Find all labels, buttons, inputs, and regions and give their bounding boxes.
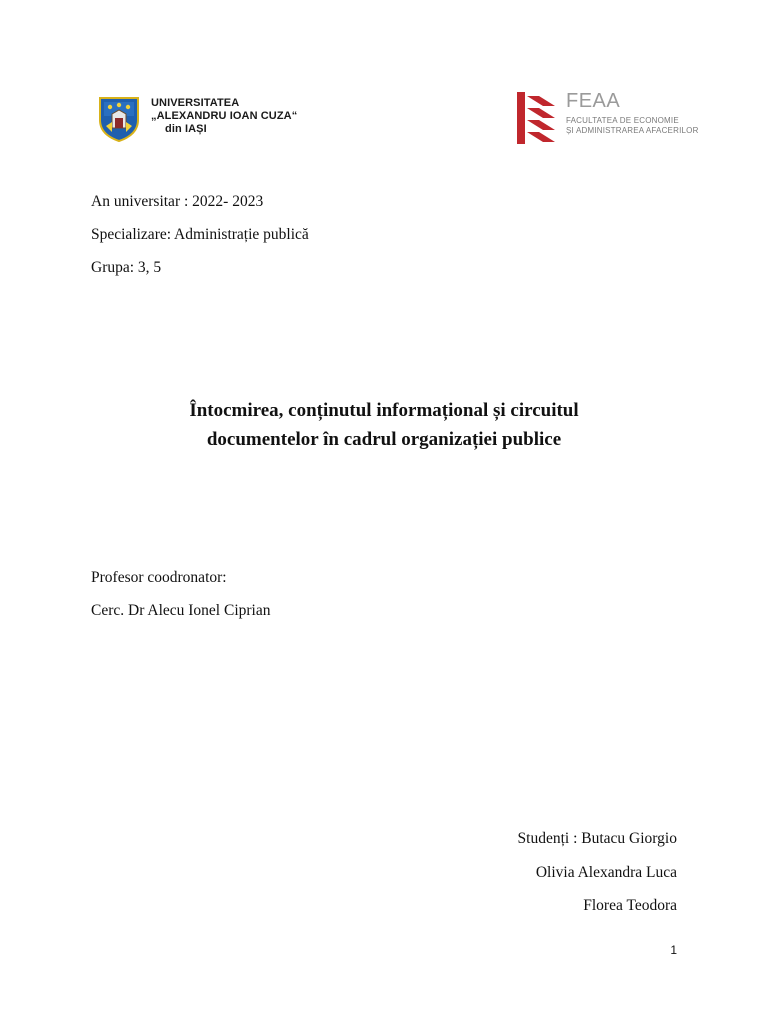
document-title-line1: Întocmirea, conținutul informațional și circuitul [189, 400, 579, 421]
coordinator-name: Cerc. Dr Alecu Ionel Ciprian [91, 602, 271, 619]
university-name-line2: „ALEXANDRU IOAN CUZA“ [151, 110, 298, 122]
students-line: Studenți : Butacu Giorgio [517, 830, 677, 847]
coordinator-label: Profesor coodronator: [91, 569, 227, 586]
page-number: 1 [670, 943, 677, 957]
university-name-line3: din IAȘI [165, 123, 207, 135]
document-title [84, 396, 684, 454]
document-title-line2: documentelor în cadrul organizației publice [206, 429, 562, 450]
university-name [151, 97, 297, 136]
student-name: Florea Teodora [583, 897, 677, 914]
faculty-acronym: FEAA [566, 90, 621, 112]
faculty-logo [517, 90, 699, 146]
group: Grupa: 3, 5 [91, 259, 162, 276]
uaic-crest-icon [98, 96, 140, 142]
university-logo [98, 96, 298, 144]
specialization: Specializare: Administrație publică [91, 226, 309, 243]
faculty-name-line1: FACULTATEA DE ECONOMIE [566, 116, 679, 125]
university-name-line1: UNIVERSITATEA [151, 97, 240, 109]
academic-year: An universitar : 2022- 2023 [91, 193, 264, 210]
student-name: Olivia Alexandra Luca [535, 864, 677, 881]
faculty-name-line2: ȘI ADMINISTRAREA AFACERILOR [566, 125, 699, 135]
faculty-name [566, 116, 699, 135]
feaa-chevron-icon [517, 92, 559, 144]
